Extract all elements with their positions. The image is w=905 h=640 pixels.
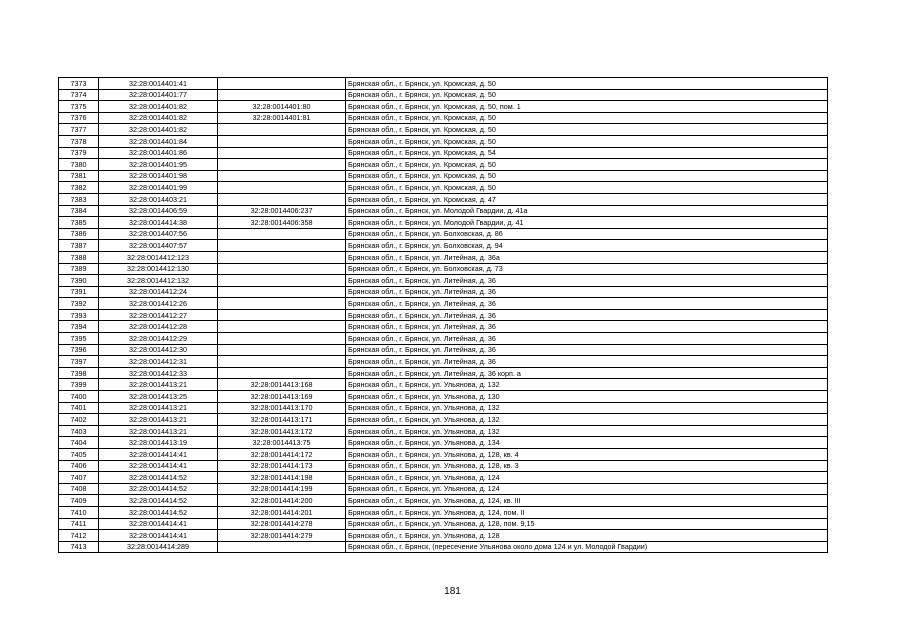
- row-number-cell: 7395: [59, 333, 99, 345]
- linked-cadastral-number-cell: 32:28:0014414:200: [218, 495, 346, 507]
- cadastral-number-cell: 32:28:0014414:38: [99, 217, 218, 229]
- row-number-cell: 7373: [59, 78, 99, 90]
- table-row: [59, 286, 828, 298]
- address-cell: Брянская обл., г. Брянск, ул. Кромская, д. 50: [346, 89, 828, 101]
- address-cell: Брянская обл., г. Брянск, ул. Кромская, д. 50: [346, 78, 828, 90]
- address-cell: Брянская обл., г. Брянск, ул. Кромская, д. 50: [346, 135, 828, 147]
- address-cell: Брянская обл., г. Брянск, ул. Ульянова, д. 132: [346, 414, 828, 426]
- cadastral-number-cell: 32:28:0014401:82: [99, 112, 218, 124]
- page-number: 181: [444, 586, 461, 597]
- linked-cadastral-number-cell: [218, 124, 346, 136]
- address-cell: Брянская обл., г. Брянск, ул. Литейная, д. 36: [346, 356, 828, 368]
- cadastral-number-cell: 32:28:0014413:21: [99, 425, 218, 437]
- row-number-cell: 7405: [59, 449, 99, 461]
- table-row: [59, 495, 828, 507]
- row-number-cell: 7394: [59, 321, 99, 333]
- table-row: [59, 321, 828, 333]
- table-row: [59, 483, 828, 495]
- cadastral-number-cell: 32:28:0014412:28: [99, 321, 218, 333]
- cadastral-number-cell: 32:28:0014414:52: [99, 472, 218, 484]
- linked-cadastral-number-cell: 32:28:0014406:358: [218, 217, 346, 229]
- row-number-cell: 7413: [59, 541, 99, 553]
- address-cell: Брянская обл., г. Брянск, ул. Литейная, д. 36: [346, 344, 828, 356]
- table-row: [59, 437, 828, 449]
- row-number-cell: 7381: [59, 170, 99, 182]
- table-row: [59, 101, 828, 113]
- linked-cadastral-number-cell: [218, 367, 346, 379]
- row-number-cell: 7396: [59, 344, 99, 356]
- row-number-cell: 7411: [59, 518, 99, 530]
- table-row: [59, 344, 828, 356]
- table-row: [59, 379, 828, 391]
- linked-cadastral-number-cell: [218, 78, 346, 90]
- table-row: [59, 159, 828, 171]
- linked-cadastral-number-cell: [218, 251, 346, 263]
- linked-cadastral-number-cell: 32:28:0014413:172: [218, 425, 346, 437]
- linked-cadastral-number-cell: [218, 356, 346, 368]
- address-cell: Брянская обл., г. Брянск, ул. Ульянова, д. 132: [346, 425, 828, 437]
- table-row: [59, 217, 828, 229]
- row-number-cell: 7397: [59, 356, 99, 368]
- cadastral-number-cell: 32:28:0014401:86: [99, 147, 218, 159]
- row-number-cell: 7398: [59, 367, 99, 379]
- linked-cadastral-number-cell: [218, 170, 346, 182]
- table-body: [59, 78, 828, 553]
- address-cell: Брянская обл., г. Брянск, ул. Ульянова, д. 124: [346, 472, 828, 484]
- linked-cadastral-number-cell: 32:28:0014414:199: [218, 483, 346, 495]
- address-cell: Брянская обл., г. Брянск, ул. Ульянова, д. 132: [346, 379, 828, 391]
- cadastral-number-cell: 32:28:0014414:52: [99, 483, 218, 495]
- row-number-cell: 7378: [59, 135, 99, 147]
- table-row: [59, 124, 828, 136]
- cadastral-number-cell: 32:28:0014403:21: [99, 193, 218, 205]
- address-cell: Брянская обл., г. Брянск, ул. Литейная, д. 36: [346, 309, 828, 321]
- linked-cadastral-number-cell: [218, 193, 346, 205]
- cadastral-number-cell: 32:28:0014401:99: [99, 182, 218, 194]
- table-row: [59, 78, 828, 90]
- address-cell: Брянская обл., г. Брянск, ул. Литейная, д. 36а: [346, 251, 828, 263]
- linked-cadastral-number-cell: 32:28:0014414:198: [218, 472, 346, 484]
- address-cell: Брянская обл., г. Брянск, ул. Болховская, д. 94: [346, 240, 828, 252]
- linked-cadastral-number-cell: [218, 321, 346, 333]
- row-number-cell: 7386: [59, 228, 99, 240]
- table-row: [59, 89, 828, 101]
- linked-cadastral-number-cell: [218, 147, 346, 159]
- cadastral-number-cell: 32:28:0014401:77: [99, 89, 218, 101]
- table-row: [59, 298, 828, 310]
- row-number-cell: 7375: [59, 101, 99, 113]
- table-row: [59, 367, 828, 379]
- linked-cadastral-number-cell: 32:28:0014413:168: [218, 379, 346, 391]
- cadastral-number-cell: 32:28:0014401:41: [99, 78, 218, 90]
- row-number-cell: 7374: [59, 89, 99, 101]
- cadastral-number-cell: 32:28:0014401:84: [99, 135, 218, 147]
- linked-cadastral-number-cell: [218, 541, 346, 553]
- linked-cadastral-number-cell: [218, 182, 346, 194]
- cadastral-number-cell: 32:28:0014412:29: [99, 333, 218, 345]
- table-row: [59, 333, 828, 345]
- row-number-cell: 7377: [59, 124, 99, 136]
- cadastral-number-cell: 32:28:0014412:31: [99, 356, 218, 368]
- linked-cadastral-number-cell: 32:28:0014401:81: [218, 112, 346, 124]
- row-number-cell: 7392: [59, 298, 99, 310]
- address-cell: Брянская обл., г. Брянск, ул. Ульянова, д. 128: [346, 530, 828, 542]
- cadastral-number-cell: 32:28:0014413:21: [99, 379, 218, 391]
- cadastral-number-cell: 32:28:0014401:95: [99, 159, 218, 171]
- cadastral-number-cell: 32:28:0014413:19: [99, 437, 218, 449]
- cadastral-number-cell: 32:28:0014401:98: [99, 170, 218, 182]
- table-row: [59, 449, 828, 461]
- address-cell: Брянская обл., г. Брянск, ул. Литейная, д. 36: [346, 298, 828, 310]
- cadastral-number-cell: 32:28:0014414:52: [99, 506, 218, 518]
- linked-cadastral-number-cell: [218, 344, 346, 356]
- row-number-cell: 7390: [59, 275, 99, 287]
- table-row: [59, 425, 828, 437]
- table-row: [59, 309, 828, 321]
- table-row: [59, 112, 828, 124]
- cadastral-number-cell: 32:28:0014414:41: [99, 449, 218, 461]
- linked-cadastral-number-cell: [218, 286, 346, 298]
- linked-cadastral-number-cell: 32:28:0014413:75: [218, 437, 346, 449]
- table-row: [59, 193, 828, 205]
- row-number-cell: 7385: [59, 217, 99, 229]
- linked-cadastral-number-cell: [218, 298, 346, 310]
- row-number-cell: 7382: [59, 182, 99, 194]
- row-number-cell: 7387: [59, 240, 99, 252]
- table-row: [59, 518, 828, 530]
- cadastral-number-cell: 32:28:0014412:132: [99, 275, 218, 287]
- row-number-cell: 7388: [59, 251, 99, 263]
- row-number-cell: 7391: [59, 286, 99, 298]
- linked-cadastral-number-cell: 32:28:0014401:80: [218, 101, 346, 113]
- address-cell: Брянская обл., г. Брянск, ул. Кромская, д. 50: [346, 182, 828, 194]
- table-row: [59, 182, 828, 194]
- table-row: [59, 135, 828, 147]
- address-cell: Брянская обл., г. Брянск, ул. Молодой Гвардии, д. 41а: [346, 205, 828, 217]
- table-row: [59, 402, 828, 414]
- table-row: [59, 205, 828, 217]
- address-cell: Брянская обл., г. Брянск, ул. Кромская, д. 47: [346, 193, 828, 205]
- address-cell: Брянская обл., г. Брянск, ул. Ульянова, д. 128, кв. 3: [346, 460, 828, 472]
- cadastral-number-cell: 32:28:0014412:30: [99, 344, 218, 356]
- cadastral-number-cell: 32:28:0014414:52: [99, 495, 218, 507]
- row-number-cell: 7399: [59, 379, 99, 391]
- row-number-cell: 7401: [59, 402, 99, 414]
- row-number-cell: 7412: [59, 530, 99, 542]
- linked-cadastral-number-cell: 32:28:0014414:201: [218, 506, 346, 518]
- row-number-cell: 7383: [59, 193, 99, 205]
- table-row: [59, 541, 828, 553]
- address-cell: Брянская обл., г. Брянск, ул. Ульянова, д. 124, пом. II: [346, 506, 828, 518]
- address-cell: Брянская обл., г. Брянск, ул. Литейная, д. 36: [346, 275, 828, 287]
- cadastral-number-cell: 32:28:0014412:24: [99, 286, 218, 298]
- table-row: [59, 263, 828, 275]
- table-row: [59, 460, 828, 472]
- address-cell: Брянская обл., г. Брянск, ул. Ульянова, д. 134: [346, 437, 828, 449]
- row-number-cell: 7408: [59, 483, 99, 495]
- row-number-cell: 7403: [59, 425, 99, 437]
- row-number-cell: 7380: [59, 159, 99, 171]
- address-cell: Брянская обл., г. Брянск, (пересечение Ульянова около дома 124 и ул. Молодой Гвардии): [346, 541, 828, 553]
- cadastral-number-cell: 32:28:0014407:57: [99, 240, 218, 252]
- linked-cadastral-number-cell: 32:28:0014413:171: [218, 414, 346, 426]
- address-cell: Брянская обл., г. Брянск, ул. Литейная, д. 36: [346, 286, 828, 298]
- cadastral-number-cell: 32:28:0014413:21: [99, 402, 218, 414]
- cadastral-number-cell: 32:28:0014413:25: [99, 391, 218, 403]
- registry-table: [58, 77, 828, 553]
- linked-cadastral-number-cell: 32:28:0014414:278: [218, 518, 346, 530]
- address-cell: Брянская обл., г. Брянск, ул. Молодой Гвардии, д. 41: [346, 217, 828, 229]
- table-row: [59, 356, 828, 368]
- cadastral-number-cell: 32:28:0014414:289: [99, 541, 218, 553]
- table-row: [59, 147, 828, 159]
- table-row: [59, 275, 828, 287]
- address-cell: Брянская обл., г. Брянск, ул. Ульянова, д. 128, пом. 9,15: [346, 518, 828, 530]
- row-number-cell: 7400: [59, 391, 99, 403]
- row-number-cell: 7410: [59, 506, 99, 518]
- row-number-cell: 7376: [59, 112, 99, 124]
- address-cell: Брянская обл., г. Брянск, ул. Литейная, д. 36: [346, 333, 828, 345]
- linked-cadastral-number-cell: [218, 263, 346, 275]
- row-number-cell: 7407: [59, 472, 99, 484]
- table-row: [59, 391, 828, 403]
- cadastral-number-cell: 32:28:0014414:41: [99, 530, 218, 542]
- row-number-cell: 7406: [59, 460, 99, 472]
- row-number-cell: 7389: [59, 263, 99, 275]
- cadastral-number-cell: 32:28:0014406:59: [99, 205, 218, 217]
- address-cell: Брянская обл., г. Брянск, ул. Литейная, д. 36: [346, 321, 828, 333]
- table-row: [59, 228, 828, 240]
- cadastral-number-cell: 32:28:0014401:82: [99, 101, 218, 113]
- linked-cadastral-number-cell: 32:28:0014414:173: [218, 460, 346, 472]
- address-cell: Брянская обл., г. Брянск, ул. Ульянова, д. 124, кв. III: [346, 495, 828, 507]
- address-cell: Брянская обл., г. Брянск, ул. Кромская, д. 50: [346, 124, 828, 136]
- linked-cadastral-number-cell: [218, 309, 346, 321]
- table-row: [59, 240, 828, 252]
- address-cell: Брянская обл., г. Брянск, ул. Ульянова, д. 130: [346, 391, 828, 403]
- row-number-cell: 7409: [59, 495, 99, 507]
- address-cell: Брянская обл., г. Брянск, ул. Кромская, д. 50: [346, 112, 828, 124]
- row-number-cell: 7402: [59, 414, 99, 426]
- cadastral-number-cell: 32:28:0014412:123: [99, 251, 218, 263]
- address-cell: Брянская обл., г. Брянск, ул. Ульянова, д. 128, кв. 4: [346, 449, 828, 461]
- address-cell: Брянская обл., г. Брянск, ул. Кромская, д. 50: [346, 159, 828, 171]
- row-number-cell: 7379: [59, 147, 99, 159]
- table-row: [59, 530, 828, 542]
- address-cell: Брянская обл., г. Брянск, ул. Кромская, д. 54: [346, 147, 828, 159]
- cadastral-number-cell: 32:28:0014412:26: [99, 298, 218, 310]
- address-cell: Брянская обл., г. Брянск, ул. Болховская, д. 86: [346, 228, 828, 240]
- linked-cadastral-number-cell: 32:28:0014414:172: [218, 449, 346, 461]
- address-cell: Брянская обл., г. Брянск, ул. Ульянова, д. 132: [346, 402, 828, 414]
- address-cell: Брянская обл., г. Брянск, ул. Кромская, д. 50, пом. 1: [346, 101, 828, 113]
- cadastral-number-cell: 32:28:0014413:21: [99, 414, 218, 426]
- linked-cadastral-number-cell: [218, 333, 346, 345]
- linked-cadastral-number-cell: 32:28:0014413:170: [218, 402, 346, 414]
- linked-cadastral-number-cell: [218, 135, 346, 147]
- linked-cadastral-number-cell: 32:28:0014414:279: [218, 530, 346, 542]
- linked-cadastral-number-cell: 32:28:0014413:169: [218, 391, 346, 403]
- table-row: [59, 170, 828, 182]
- address-cell: Брянская обл., г. Брянск, ул. Литейная, д. 36 корп. а: [346, 367, 828, 379]
- row-number-cell: 7404: [59, 437, 99, 449]
- cadastral-number-cell: 32:28:0014412:130: [99, 263, 218, 275]
- linked-cadastral-number-cell: 32:28:0014406:237: [218, 205, 346, 217]
- table-row: [59, 414, 828, 426]
- cadastral-number-cell: 32:28:0014401:82: [99, 124, 218, 136]
- address-cell: Брянская обл., г. Брянск, ул. Ульянова, д. 124: [346, 483, 828, 495]
- linked-cadastral-number-cell: [218, 159, 346, 171]
- cadastral-number-cell: 32:28:0014412:33: [99, 367, 218, 379]
- table-row: [59, 506, 828, 518]
- cadastral-number-cell: 32:28:0014414:41: [99, 518, 218, 530]
- row-number-cell: 7384: [59, 205, 99, 217]
- table-row: [59, 472, 828, 484]
- cadastral-number-cell: 32:28:0014412:27: [99, 309, 218, 321]
- linked-cadastral-number-cell: [218, 228, 346, 240]
- linked-cadastral-number-cell: [218, 240, 346, 252]
- cadastral-number-cell: 32:28:0014407:56: [99, 228, 218, 240]
- address-cell: Брянская обл., г. Брянск, ул. Кромская, д. 50: [346, 170, 828, 182]
- row-number-cell: 7393: [59, 309, 99, 321]
- linked-cadastral-number-cell: [218, 89, 346, 101]
- cadastral-number-cell: 32:28:0014414:41: [99, 460, 218, 472]
- table-row: [59, 251, 828, 263]
- address-cell: Брянская обл., г. Брянск, ул. Болховская, д. 73: [346, 263, 828, 275]
- linked-cadastral-number-cell: [218, 275, 346, 287]
